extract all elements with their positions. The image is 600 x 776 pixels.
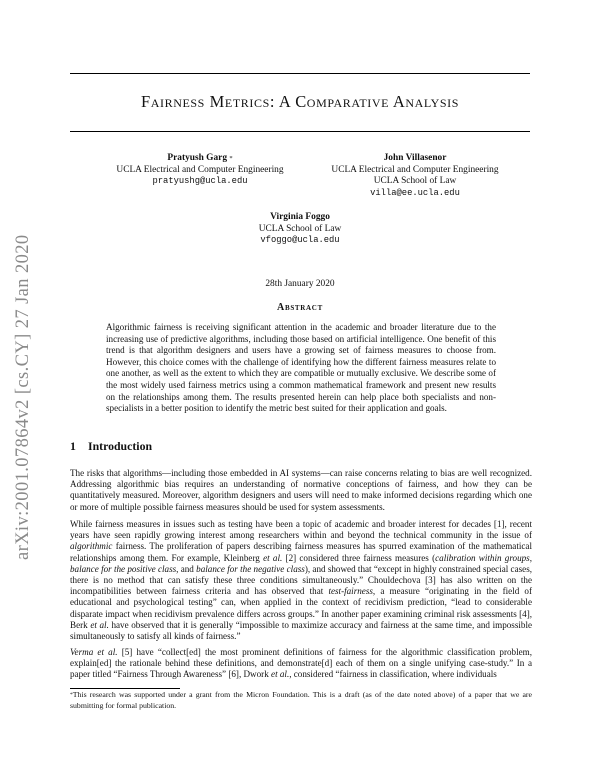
text-run: , considered “fairness in classification, where individuals [289, 669, 497, 680]
emphasis: balance for the negative class [196, 563, 305, 574]
emphasis: et al. [90, 619, 109, 630]
author-affiliation: UCLA Electrical and Computer Engineering [116, 164, 284, 175]
author-name: Pratyush Garg [167, 153, 228, 163]
text-run: [5] have “collect[ed] the most prominent definitions of fairness for the algorithmic classification problem, explain[ed] the rationale behind these definitions, and demonstrate[d] each of them on a single unifying case-study.” In a paper titled “Fairness Through Awareness” [6], Dwork [70, 647, 532, 680]
text-run: While fairness measures in issues such as testing have been a topic of academic and broader interest for decades [1], recent years have seen rapidly growing interest among researchers within and beyond the technical community in the issue of [70, 519, 532, 541]
author-email: vfoggo@ucla.edu [260, 235, 340, 245]
emphasis: test-fairness [328, 586, 373, 597]
footnote-rule [70, 688, 180, 689]
author-affiliation: UCLA School of Law [258, 223, 342, 234]
emphasis: et al. [271, 669, 290, 680]
footnote [70, 690, 532, 711]
title-rule-top [70, 73, 530, 74]
author-footnote-mark: * [229, 155, 233, 162]
paper-title: Fairness Metrics: A Comparative Analysis [140, 92, 460, 111]
section-number: 1 [70, 439, 76, 453]
author-email: villa@ee.ucla.edu [370, 187, 460, 198]
emphasis: algorithmic [70, 541, 113, 552]
emphasis: balance for the positive class [70, 563, 177, 574]
footnote-mark: * [70, 692, 73, 698]
emphasis: et al. [263, 552, 283, 563]
footnote-text: This research was supported under a grant from the Micron Foundation. This is a draft (as of the date noted above) of a paper that we are submitting for formal publication. [70, 690, 532, 710]
text-run: [2] considered three fairness measures ( [282, 552, 436, 563]
paragraph-2 [70, 519, 532, 642]
arxiv-side-stamp: arXiv:2001.07864v2 [cs.CY] 27 Jan 2020 [13, 234, 33, 560]
author-name: John Villasenor [383, 153, 447, 163]
abstract-text: Algorithmic fairness is receiving significant attention in the academic and broader literature due to the increasing use of predictive algorithms, including those based on artificial intelligence. One benefit of this trend is that algorithm designers and users have a growing set of fairness measures to choose from. However, this choice comes with the challenge of identifying how the different fairness measures relate to one another, as well as the extent to which they are compatible or mutually exclusive. We describe some of the most widely used fairness metrics using a common mathematical framework and present new results on the relationships among them. The results presented herein can help place both specialists and non-specialists in a better position to identify the metric best suited for their application and goals. [106, 322, 496, 414]
emphasis: Verma et al. [70, 647, 118, 657]
paper-date: 28th January 2020 [265, 279, 335, 289]
text-run: , [529, 552, 532, 563]
paragraph-1: The risks that algorithms—including those embedded in AI systems—can raise concerns relating to bias are well recognized. Addressing algorithmic bias requires an understanding of normative conceptions of fairness, and how they can be quantitatively measured. Moreover, algorithm designers and users will need to make informed decisions regarding which one or more of multiple possible fairness measures should be used for system assessments. [70, 468, 532, 512]
text-run: fairness. The proliferation of papers describing fairness measures has spurred examination of the mathematical relationships among them. For example, Kleinberg [70, 541, 532, 563]
author-name: Virginia Foggo [270, 212, 330, 222]
text-run: ), and showed that “except in highly constrained special cases, there is no method that can satisfy these three conditions simultaneously.” Chouldechova [3] has also written on the incompatibilities between fairness criteria and has observed that [70, 563, 533, 597]
author-block-1 [95, 153, 305, 188]
author-block-3 [200, 212, 400, 247]
author-affiliation: UCLA Electrical and Computer Engineering [331, 164, 499, 175]
section-title: Introduction [88, 439, 153, 453]
author-affiliation: UCLA School of Law [373, 176, 457, 186]
text-run: , and [176, 563, 197, 574]
text-run: , a measure “originating in the field of educational and psychological testing” can, when applied in the context of recidivism prediction, “lead to considerable disparate impact when recidivism prevalence differs across groups.” In another paper examining criminal risk assessments [4], Berk [70, 586, 532, 630]
emphasis: calibration within groups [435, 552, 530, 563]
paragraph-3 [70, 647, 532, 681]
author-block-2 [305, 153, 525, 199]
author-email: pratyushg@ucla.edu [152, 176, 248, 186]
text-run: have observed that it is generally “impossible to maximize accuracy and fairness at the same time, and impossible simultaneously to satisfy all kinds of fairness.” [70, 619, 533, 642]
abstract-heading: Abstract [277, 302, 323, 313]
title-rule-bottom [70, 131, 530, 132]
section-heading [70, 439, 152, 454]
